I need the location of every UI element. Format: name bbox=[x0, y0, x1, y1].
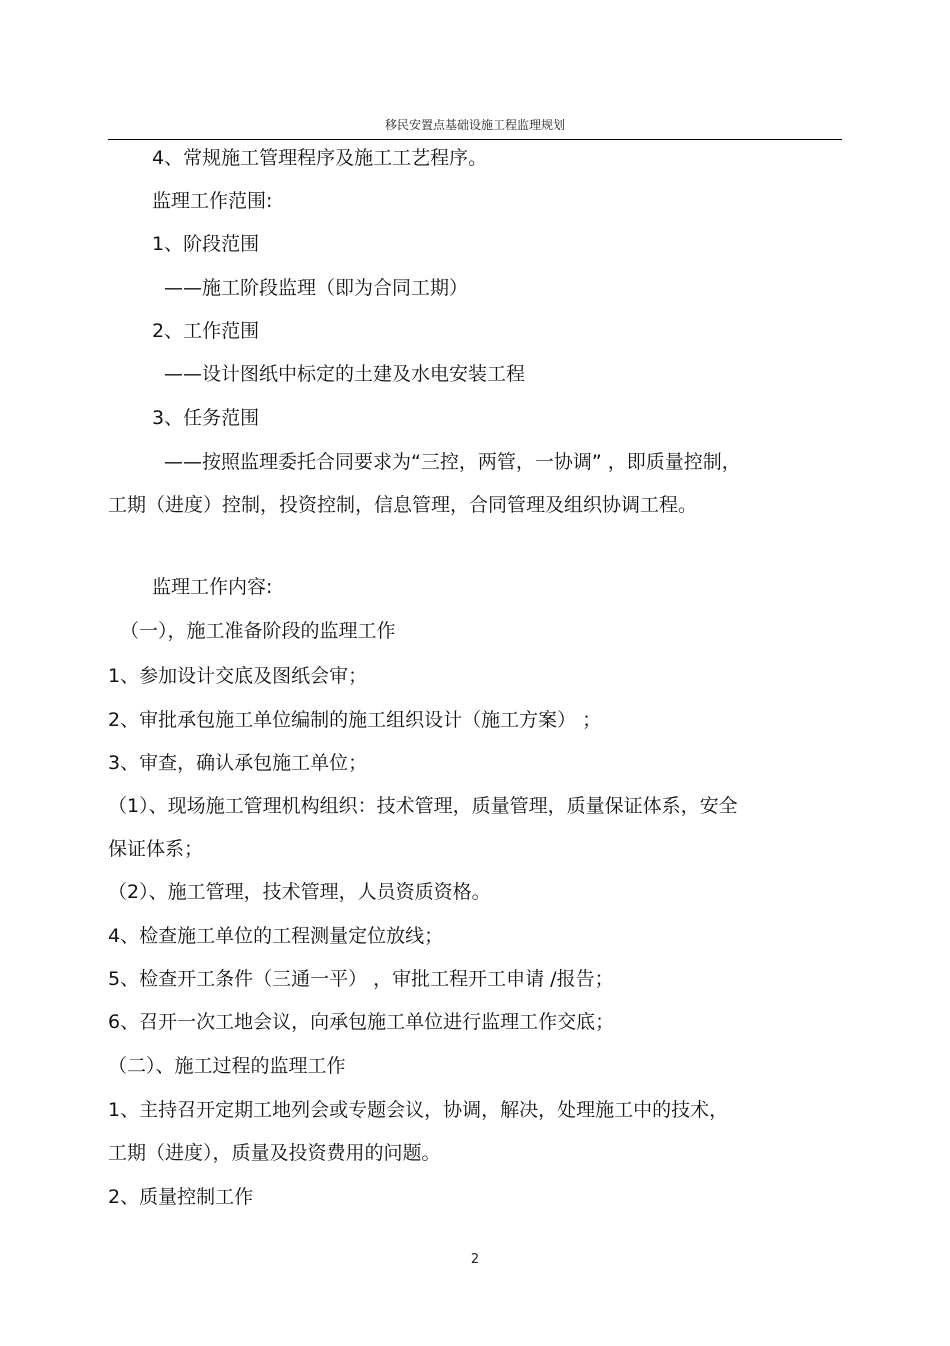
text-line: 3、审查，确认承包施工单位； bbox=[108, 752, 368, 774]
text-line: 工期（进度），质量及投资费用的问题。 bbox=[108, 1142, 441, 1164]
text-line: 6、召开一次工地会议，向承包施工单位进行监理工作交底； bbox=[108, 1011, 615, 1033]
text-line: 1、主持召开定期工地列会或专题会议，协调，解决，处理施工中的技术， bbox=[108, 1099, 729, 1121]
text-line: 2、工作范围 bbox=[152, 320, 260, 342]
text-line: （一），施工准备阶段的监理工作 bbox=[120, 620, 396, 642]
text-line: ——施工阶段监理（即为合同工期） bbox=[164, 277, 469, 299]
text-line: （2）、施工管理，技术管理，人员资质资格。 bbox=[108, 881, 491, 903]
header-rule bbox=[108, 139, 842, 140]
text-line: 5、检查开工条件（三通一平） ，审批工程开工申请 /报告； bbox=[108, 968, 614, 990]
text-line: 3、任务范围 bbox=[152, 407, 260, 429]
text-line: （二）、施工过程的监理工作 bbox=[108, 1055, 346, 1077]
text-line: 4、检查施工单位的工程测量定位放线； bbox=[108, 925, 444, 947]
page-header: 移民安置点基础设施工程监理规划 bbox=[384, 118, 565, 132]
text-line: 4、常规施工管理程序及施工工艺程序。 bbox=[152, 147, 488, 169]
text-line: 工期（进度）控制，投资控制，信息管理，合同管理及组织协调工程。 bbox=[108, 494, 698, 516]
page-number: 2 bbox=[470, 1252, 480, 1267]
text-line: 1、阶段范围 bbox=[152, 233, 260, 255]
text-line: 监理工作范围: bbox=[152, 190, 273, 212]
text-line: ——按照监理委托合同要求为“三控，两管，一协调” ，即质量控制， bbox=[164, 451, 741, 473]
text-line: （1）、现场施工管理机构组织：技术管理，质量管理，质量保证体系，安全 bbox=[108, 795, 738, 817]
text-line: 1、参加设计交底及图纸会审； bbox=[108, 665, 368, 687]
text-line: 2、审批承包施工单位编制的施工组织设计（施工方案） ； bbox=[108, 709, 602, 731]
text-line: ——设计图纸中标定的土建及水电安装工程 bbox=[164, 363, 526, 385]
text-line: 保证体系； bbox=[108, 838, 204, 860]
text-line: 监理工作内容: bbox=[152, 576, 273, 598]
text-line: 2、质量控制工作 bbox=[108, 1186, 254, 1208]
